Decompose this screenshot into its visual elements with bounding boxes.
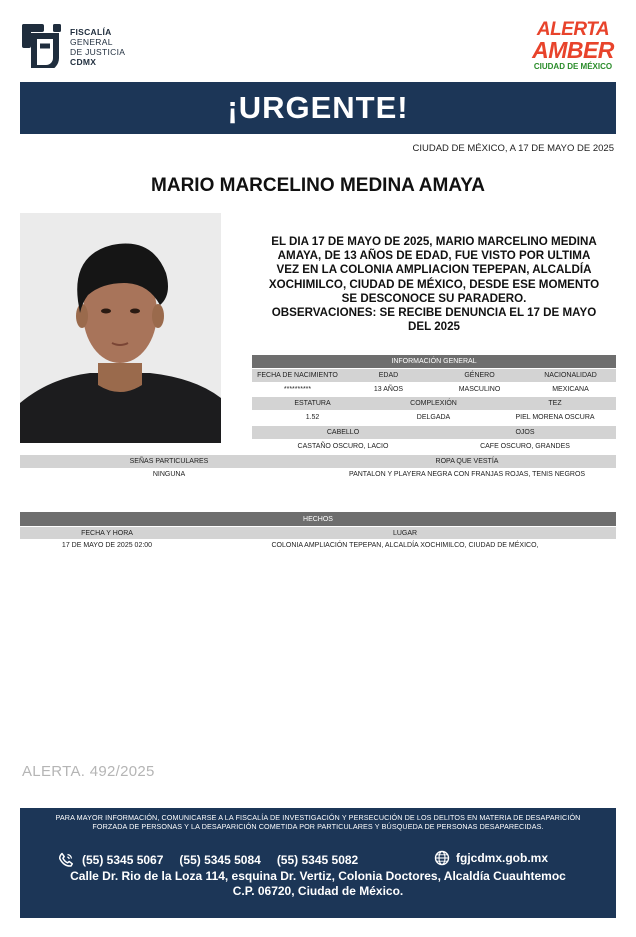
gender-value: MASCULINO xyxy=(458,386,501,393)
datetime-value: 17 DE MAYO DE 2025 02:00 xyxy=(61,542,153,549)
footer-info-line: PARA MAYOR INFORMACIÓN, COMUNICARSE A LA FISCALÍA DE INVESTIGACIÓN Y PERSECUCIÓN DE LOS DELITOS EN MATERIA DE DESAPARICIÓN xyxy=(55,813,581,822)
fgj-logo xyxy=(20,20,130,75)
height-header: ESTATURA xyxy=(252,397,373,410)
narrative xyxy=(250,235,618,334)
phone-3[interactable]: (55) 5345 5082 xyxy=(276,853,359,867)
height-value: 1.52 xyxy=(305,414,320,421)
phone-icon xyxy=(58,852,74,868)
fgj-line1: FISCALÍA xyxy=(70,27,112,37)
address-line: C.P. 06720, Ciudad de México. xyxy=(232,884,404,898)
clothes-value: PANTALON Y PLAYERA NEGRA CON FRANJAS ROJAS, TENIS NEGROS xyxy=(348,471,586,478)
footer-phones xyxy=(58,852,374,868)
footer-address xyxy=(20,869,616,899)
narrative-line: EL DIA 17 DE MAYO DE 2025, MARIO MARCELINO MEDINA xyxy=(271,235,597,248)
place-header: LUGAR xyxy=(194,527,616,539)
phone-1[interactable]: (55) 5345 5067 xyxy=(82,853,164,867)
facts-header: HECHOS xyxy=(20,512,616,526)
amber-line1: ALERTA xyxy=(536,19,610,40)
build-header: COMPLEXIÓN xyxy=(373,397,494,410)
marks-value: NINGUNA xyxy=(152,471,186,478)
narrative-line: SE DESCONOCE SU PARADERO. xyxy=(341,291,527,305)
footer-info xyxy=(20,813,616,831)
footer-info-line: FORZADA DE PERSONAS Y LA DESAPARICIÓN COMETIDA POR PARTICULARES Y BÚSQUEDA DE PERSONAS DESAPARECIDAS. xyxy=(92,822,544,831)
fgj-line4: CDMX xyxy=(70,57,97,67)
phone-2[interactable]: (55) 5345 5084 xyxy=(179,853,261,867)
amber-line2: AMBER xyxy=(532,37,614,63)
fgj-line2: GENERAL xyxy=(70,37,113,47)
address-line: Calle Dr. Rio de la Loza 114, esquina Dr. Vertiz, Colonia Doctores, Alcaldía Cuauhtemoc xyxy=(70,869,566,883)
birth-value: ********** xyxy=(283,386,312,393)
gender-header: GÉNERO xyxy=(434,369,525,382)
fgj-text xyxy=(70,27,125,67)
narrative-line: DEL 2025 xyxy=(408,320,460,334)
build-value: DELGADA xyxy=(416,414,451,421)
narrative-line: VEZ EN LA COLONIA AMPLIACION TEPEPAN, ALCALDÍA xyxy=(276,263,592,277)
age-header: EDAD xyxy=(343,369,434,382)
nationality-header: NACIONALIDAD xyxy=(525,369,616,382)
footer xyxy=(20,808,616,918)
hair-header: CABELLO xyxy=(252,426,434,439)
datetime-header: FECHA Y HORA xyxy=(20,527,194,539)
narrative-line: XOCHIMILCO, CIUDAD DE MÉXICO, DESDE ESE MOMENTO xyxy=(268,277,600,291)
urgent-title: ¡URGENTE! xyxy=(227,90,409,125)
nationality-value: MEXICANA xyxy=(552,386,589,393)
fgj-line3: DE JUSTICIA xyxy=(70,47,126,57)
urgent-banner xyxy=(20,82,616,134)
general-info-header: INFORMACIÓN GENERAL xyxy=(252,355,616,368)
person-name: MARIO MARCELINO MEDINA AMAYA xyxy=(151,175,485,196)
skin-value: PIEL MORENA OSCURA xyxy=(515,414,595,421)
footer-website xyxy=(434,850,548,866)
amber-line3: CIUDAD DE MÉXICO xyxy=(533,62,613,71)
person-photo xyxy=(20,213,221,443)
place-value: COLONIA AMPLIACIÓN TEPEPAN, ALCALDÍA XOCHIMILCO, CIUDAD DE MÉXICO, xyxy=(271,542,539,549)
narrative-line: AMAYA, DE 13 AÑOS DE EDAD, FUE VISTO POR ULTIMA xyxy=(277,249,591,263)
amber-alert-logo xyxy=(528,20,618,78)
date-line: CIUDAD DE MÉXICO, A 17 DE MAYO DE 2025 xyxy=(412,143,614,154)
person-photo-drawing xyxy=(20,213,221,443)
alert-number: ALERTA. 492/2025 xyxy=(22,763,155,780)
website-link[interactable]: fgjcdmx.gob.mx xyxy=(456,851,549,865)
birth-header: FECHA DE NACIMIENTO xyxy=(252,369,343,382)
clothes-header: ROPA QUE VESTÍA xyxy=(318,455,616,468)
fgj-logo-icon xyxy=(20,22,64,68)
globe-icon xyxy=(434,850,450,866)
eyes-header: OJOS xyxy=(434,426,616,439)
age-value: 13 AÑOS xyxy=(373,386,404,393)
eyes-value: CAFE OSCURO, GRANDES xyxy=(480,443,570,450)
marks-header: SEÑAS PARTICULARES xyxy=(20,455,318,468)
narrative-line: OBSERVACIONES: SE RECIBE DENUNCIA EL 17 DE MAYO xyxy=(271,306,597,320)
skin-header: TEZ xyxy=(494,397,616,410)
hair-value: CASTAÑO OSCURO, LACIO xyxy=(297,443,389,450)
